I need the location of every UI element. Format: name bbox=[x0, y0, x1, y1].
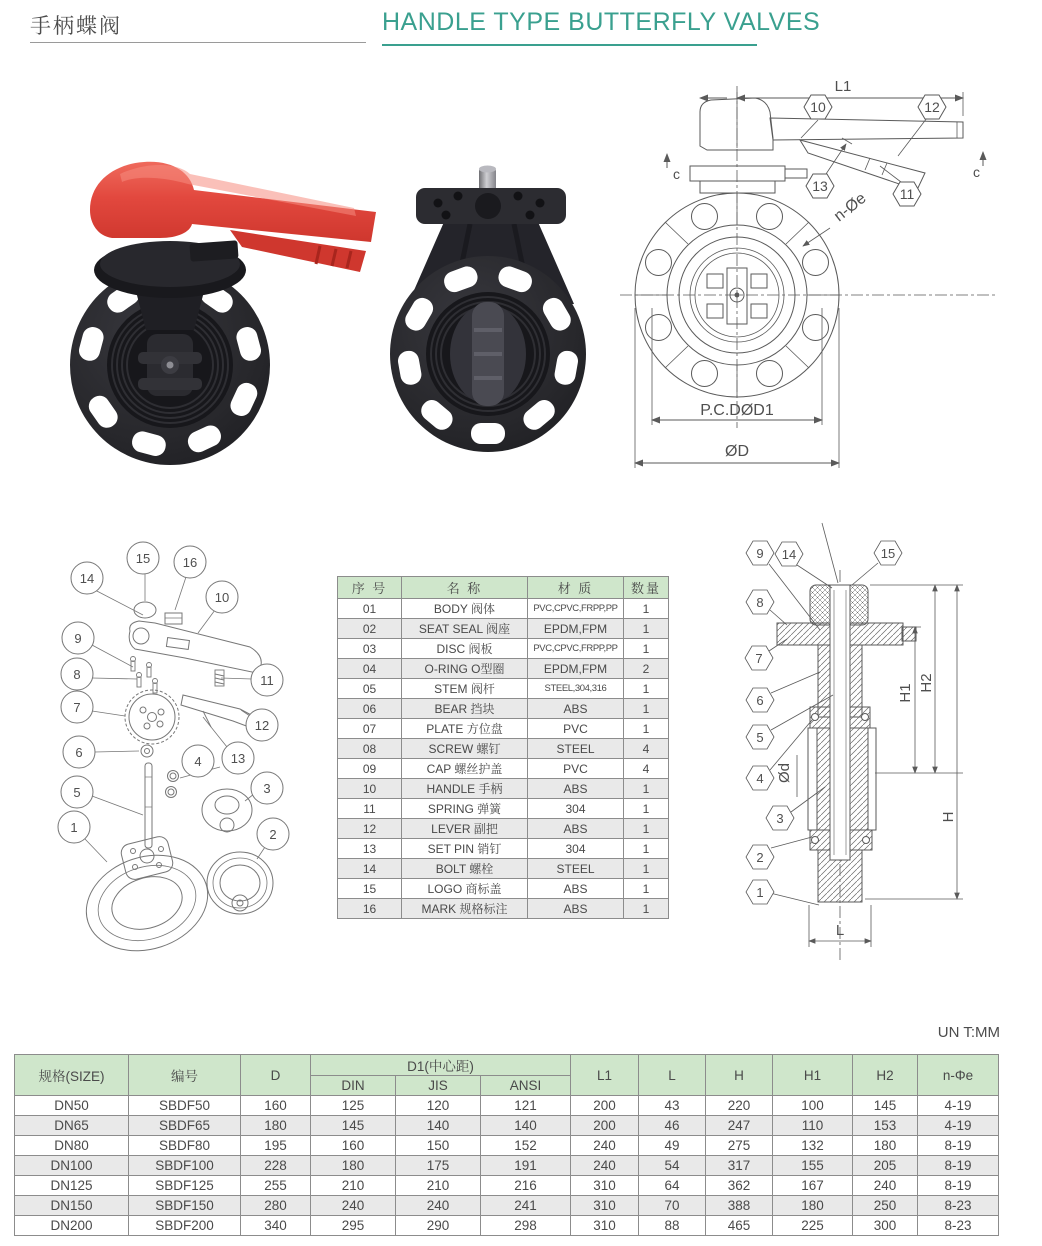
cell-d: 195 bbox=[241, 1136, 311, 1156]
cell-l: 64 bbox=[639, 1176, 706, 1196]
cell-jis: 290 bbox=[396, 1216, 481, 1236]
cell-l1: 200 bbox=[571, 1116, 639, 1136]
table-row bbox=[338, 819, 669, 839]
cell-name: SCREW 螺钉 bbox=[402, 739, 528, 759]
cell-no: 15 bbox=[338, 879, 402, 899]
svg-text:2: 2 bbox=[756, 850, 764, 865]
svg-text:3: 3 bbox=[263, 781, 271, 796]
cell-material: STEEL bbox=[528, 739, 624, 759]
cell-jis: 140 bbox=[396, 1116, 481, 1136]
cell-name: SET PIN 销钉 bbox=[402, 839, 528, 859]
col-header-h2: H2 bbox=[853, 1055, 918, 1096]
svg-text:10: 10 bbox=[214, 590, 230, 605]
cell-qty: 1 bbox=[624, 799, 669, 819]
cell-l1: 200 bbox=[571, 1096, 639, 1116]
cell-h: 247 bbox=[706, 1116, 773, 1136]
table-row bbox=[15, 1176, 999, 1196]
cell-h1: 225 bbox=[773, 1216, 853, 1236]
col-header-l: L bbox=[639, 1055, 706, 1096]
cell-l1: 240 bbox=[571, 1136, 639, 1156]
cell-name: HANDLE 手柄 bbox=[402, 779, 528, 799]
callout-13 bbox=[806, 138, 852, 198]
cell-material: ABS bbox=[528, 779, 624, 799]
bolt-spec-label: n-Øe bbox=[830, 189, 870, 226]
table-row bbox=[338, 879, 669, 899]
dim-l-label: L bbox=[835, 922, 845, 939]
cell-h1: 180 bbox=[773, 1196, 853, 1216]
cell-no: 13 bbox=[338, 839, 402, 859]
svg-text:14: 14 bbox=[79, 571, 95, 586]
cell-din: 145 bbox=[311, 1116, 396, 1136]
cell-h1: 110 bbox=[773, 1116, 853, 1136]
svg-text:16: 16 bbox=[182, 555, 198, 570]
cell-ansi: 152 bbox=[481, 1136, 571, 1156]
table-row bbox=[338, 839, 669, 859]
cell-qty: 4 bbox=[624, 759, 669, 779]
cell-din: 125 bbox=[311, 1096, 396, 1116]
cell-ne: 8-19 bbox=[918, 1136, 999, 1156]
cell-h: 388 bbox=[706, 1196, 773, 1216]
svg-text:9: 9 bbox=[74, 631, 82, 646]
cell-d: 160 bbox=[241, 1096, 311, 1116]
svg-text:11: 11 bbox=[899, 186, 915, 202]
cell-jis: 175 bbox=[396, 1156, 481, 1176]
cell-size: DN200 bbox=[15, 1216, 129, 1236]
cell-l: 70 bbox=[639, 1196, 706, 1216]
cell-ansi: 121 bbox=[481, 1096, 571, 1116]
cell-name: STEM 阀杆 bbox=[402, 679, 528, 699]
cell-ne: 4-19 bbox=[918, 1096, 999, 1116]
title-underline-gray bbox=[30, 42, 366, 43]
svg-text:13: 13 bbox=[812, 178, 828, 194]
cell-h: 317 bbox=[706, 1156, 773, 1176]
unit-note: UN T:MM bbox=[937, 1024, 1000, 1041]
cell-size: DN150 bbox=[15, 1196, 129, 1216]
cell-h: 275 bbox=[706, 1136, 773, 1156]
cell-qty: 1 bbox=[624, 899, 669, 919]
col-header-h1: H1 bbox=[773, 1055, 853, 1096]
callout-10 bbox=[801, 95, 832, 138]
cell-h: 465 bbox=[706, 1216, 773, 1236]
table-row bbox=[338, 899, 669, 919]
table-row bbox=[15, 1196, 999, 1216]
callout-12 bbox=[898, 95, 946, 156]
cell-no: 10 bbox=[338, 779, 402, 799]
cell-l1: 310 bbox=[571, 1196, 639, 1216]
cell-name: CAP 螺丝护盖 bbox=[402, 759, 528, 779]
cell-l: 54 bbox=[639, 1156, 706, 1176]
svg-text:8: 8 bbox=[756, 595, 764, 610]
svg-text:6: 6 bbox=[75, 745, 83, 760]
page-title-chinese: 手柄蝶阀 bbox=[30, 15, 122, 38]
od-label: ØD bbox=[725, 443, 749, 460]
cell-jis: 240 bbox=[396, 1196, 481, 1216]
cell-no: 11 bbox=[338, 799, 402, 819]
svg-text:14: 14 bbox=[781, 547, 797, 562]
cell-d: 228 bbox=[241, 1156, 311, 1176]
cell-jis: 120 bbox=[396, 1096, 481, 1116]
table-row bbox=[15, 1116, 999, 1136]
cell-h2: 300 bbox=[853, 1216, 918, 1236]
table-row bbox=[338, 859, 669, 879]
table-row bbox=[338, 639, 669, 659]
table-row bbox=[15, 1156, 999, 1176]
cell-qty: 4 bbox=[624, 739, 669, 759]
svg-text:4: 4 bbox=[194, 754, 202, 769]
table-row bbox=[338, 739, 669, 759]
valve-body bbox=[390, 256, 586, 452]
dim-l1-label: L1 bbox=[834, 78, 852, 95]
col-header-material: 材 质 bbox=[528, 577, 624, 599]
cell-code: SBDF200 bbox=[129, 1216, 241, 1236]
cell-h2: 240 bbox=[853, 1176, 918, 1196]
col-header-qty: 数量 bbox=[624, 577, 669, 599]
cell-name: O-RING O型圈 bbox=[402, 659, 528, 679]
svg-text:1: 1 bbox=[756, 885, 764, 900]
cross-section-drawing bbox=[725, 515, 1015, 965]
svg-text:5: 5 bbox=[73, 785, 81, 800]
cell-size: DN80 bbox=[15, 1136, 129, 1156]
front-view-drawing bbox=[615, 78, 1040, 483]
cell-code: SBDF80 bbox=[129, 1136, 241, 1156]
cell-no: 01 bbox=[338, 599, 402, 619]
cell-l1: 310 bbox=[571, 1176, 639, 1196]
cell-material: ABS bbox=[528, 879, 624, 899]
cell-qty: 1 bbox=[624, 639, 669, 659]
cell-material: EPDM,FPM bbox=[528, 619, 624, 639]
cell-qty: 1 bbox=[624, 879, 669, 899]
col-header-name: 名 称 bbox=[402, 577, 528, 599]
cell-qty: 1 bbox=[624, 839, 669, 859]
cell-name: LEVER 副把 bbox=[402, 819, 528, 839]
cell-no: 04 bbox=[338, 659, 402, 679]
col-header-ansi: ANSI bbox=[481, 1076, 571, 1096]
cell-name: DISC 阀板 bbox=[402, 639, 528, 659]
table-row bbox=[338, 799, 669, 819]
cell-qty: 1 bbox=[624, 619, 669, 639]
table-row bbox=[15, 1136, 999, 1156]
svg-text:5: 5 bbox=[756, 730, 764, 745]
cell-ansi: 241 bbox=[481, 1196, 571, 1216]
exploded-view-drawing bbox=[35, 515, 345, 965]
mounting-plate bbox=[416, 188, 566, 224]
cell-din: 180 bbox=[311, 1156, 396, 1176]
cell-d: 180 bbox=[241, 1116, 311, 1136]
cell-material: PVC,CPVC,FRPP,PP bbox=[528, 639, 624, 659]
svg-text:4: 4 bbox=[756, 771, 764, 786]
cell-ansi: 216 bbox=[481, 1176, 571, 1196]
cell-name: LOGO 商标盖 bbox=[402, 879, 528, 899]
cell-code: SBDF100 bbox=[129, 1156, 241, 1176]
section-marker-left bbox=[667, 154, 680, 182]
cell-ne: 8-19 bbox=[918, 1176, 999, 1196]
cell-material: ABS bbox=[528, 699, 624, 719]
pcd-label: P.C.DØD1 bbox=[700, 402, 774, 419]
col-header-h: H bbox=[706, 1055, 773, 1096]
cell-name: BEAR 挡块 bbox=[402, 699, 528, 719]
cell-d: 340 bbox=[241, 1216, 311, 1236]
cell-material: PVC,CPVC,FRPP,PP bbox=[528, 599, 624, 619]
cell-name: PLATE 方位盘 bbox=[402, 719, 528, 739]
dim-od-label: Ød bbox=[776, 762, 793, 784]
cell-l1: 240 bbox=[571, 1156, 639, 1176]
svg-text:7: 7 bbox=[755, 651, 763, 666]
title-underline-teal bbox=[382, 44, 757, 46]
cell-material: 304 bbox=[528, 839, 624, 859]
exploded-callouts bbox=[58, 542, 289, 850]
cell-ansi: 140 bbox=[481, 1116, 571, 1136]
svg-text:11: 11 bbox=[260, 673, 274, 688]
cell-ne: 8-23 bbox=[918, 1216, 999, 1236]
section-body bbox=[777, 523, 916, 902]
col-header-size: 规格(SIZE) bbox=[15, 1055, 129, 1096]
table-row bbox=[338, 779, 669, 799]
cell-material: EPDM,FPM bbox=[528, 659, 624, 679]
cell-size: DN100 bbox=[15, 1156, 129, 1176]
product-photo-valve-body bbox=[358, 162, 630, 474]
parts-table bbox=[337, 576, 669, 919]
cell-h2: 250 bbox=[853, 1196, 918, 1216]
cell-h1: 155 bbox=[773, 1156, 853, 1176]
cell-no: 05 bbox=[338, 679, 402, 699]
cell-material: ABS bbox=[528, 899, 624, 919]
cell-h: 220 bbox=[706, 1096, 773, 1116]
svg-text:1: 1 bbox=[70, 820, 78, 835]
cell-h1: 167 bbox=[773, 1176, 853, 1196]
position-plate bbox=[94, 240, 246, 298]
cell-size: DN50 bbox=[15, 1096, 129, 1116]
col-header-code: 编号 bbox=[129, 1055, 241, 1096]
table-row bbox=[338, 659, 669, 679]
svg-text:15: 15 bbox=[135, 551, 151, 566]
cell-d: 280 bbox=[241, 1196, 311, 1216]
dim-h2-label: H2 bbox=[918, 673, 935, 693]
cell-qty: 1 bbox=[624, 679, 669, 699]
cell-ne: 4-19 bbox=[918, 1116, 999, 1136]
cell-no: 09 bbox=[338, 759, 402, 779]
cell-no: 03 bbox=[338, 639, 402, 659]
svg-text:6: 6 bbox=[756, 693, 764, 708]
cell-h2: 205 bbox=[853, 1156, 918, 1176]
cell-ansi: 191 bbox=[481, 1156, 571, 1176]
cell-h1: 100 bbox=[773, 1096, 853, 1116]
cell-h1: 132 bbox=[773, 1136, 853, 1156]
table-row bbox=[15, 1216, 999, 1236]
svg-text:13: 13 bbox=[230, 751, 246, 766]
spec-table bbox=[14, 1054, 999, 1236]
cell-h2: 153 bbox=[853, 1116, 918, 1136]
table-row bbox=[15, 1096, 999, 1116]
parts-table-header bbox=[338, 577, 669, 599]
exploded-parts bbox=[74, 602, 273, 965]
cell-material: PVC bbox=[528, 759, 624, 779]
col-header-din: DIN bbox=[311, 1076, 396, 1096]
cell-jis: 150 bbox=[396, 1136, 481, 1156]
table-row bbox=[338, 679, 669, 699]
cell-code: SBDF65 bbox=[129, 1116, 241, 1136]
col-header-no: 序 号 bbox=[338, 577, 402, 599]
svg-text:8: 8 bbox=[73, 667, 81, 682]
svg-text:12: 12 bbox=[924, 99, 940, 115]
table-row bbox=[338, 719, 669, 739]
col-header-l1: L1 bbox=[571, 1055, 639, 1096]
cell-code: SBDF150 bbox=[129, 1196, 241, 1216]
cell-din: 210 bbox=[311, 1176, 396, 1196]
cell-no: 07 bbox=[338, 719, 402, 739]
cell-qty: 1 bbox=[624, 699, 669, 719]
svg-text:9: 9 bbox=[756, 546, 764, 561]
page-title-english: HANDLE TYPE BUTTERFLY VALVES bbox=[382, 8, 821, 36]
cell-jis: 210 bbox=[396, 1176, 481, 1196]
cell-size: DN65 bbox=[15, 1116, 129, 1136]
table-row bbox=[338, 619, 669, 639]
callout-11 bbox=[880, 166, 921, 206]
cell-h: 362 bbox=[706, 1176, 773, 1196]
cell-din: 160 bbox=[311, 1136, 396, 1156]
cell-material: STEEL,304,316 bbox=[528, 679, 624, 699]
col-header-ne: n-Φe bbox=[918, 1055, 999, 1096]
table-row bbox=[338, 599, 669, 619]
svg-text:c: c bbox=[673, 166, 680, 182]
col-header-d1-group: D1(中心距) bbox=[311, 1055, 571, 1076]
cell-name: BODY 阀体 bbox=[402, 599, 528, 619]
cell-qty: 2 bbox=[624, 659, 669, 679]
cell-ne: 8-23 bbox=[918, 1196, 999, 1216]
cell-no: 12 bbox=[338, 819, 402, 839]
cell-l: 49 bbox=[639, 1136, 706, 1156]
cell-no: 16 bbox=[338, 899, 402, 919]
product-photo-handle-valve bbox=[20, 150, 410, 485]
table-row bbox=[338, 699, 669, 719]
svg-text:12: 12 bbox=[254, 718, 270, 733]
cell-material: ABS bbox=[528, 819, 624, 839]
cell-qty: 1 bbox=[624, 859, 669, 879]
cell-qty: 1 bbox=[624, 819, 669, 839]
cell-material: 304 bbox=[528, 799, 624, 819]
cell-no: 02 bbox=[338, 619, 402, 639]
cell-qty: 1 bbox=[624, 599, 669, 619]
cell-name: BOLT 螺栓 bbox=[402, 859, 528, 879]
cell-h2: 180 bbox=[853, 1136, 918, 1156]
svg-text:2: 2 bbox=[269, 827, 277, 842]
cell-h2: 145 bbox=[853, 1096, 918, 1116]
cell-material: PVC bbox=[528, 719, 624, 739]
cell-l: 46 bbox=[639, 1116, 706, 1136]
cell-code: SBDF125 bbox=[129, 1176, 241, 1196]
col-header-jis: JIS bbox=[396, 1076, 481, 1096]
cell-size: DN125 bbox=[15, 1176, 129, 1196]
cell-qty: 1 bbox=[624, 719, 669, 739]
cell-l: 43 bbox=[639, 1096, 706, 1116]
cell-ne: 8-19 bbox=[918, 1156, 999, 1176]
cell-l: 88 bbox=[639, 1216, 706, 1236]
cell-ansi: 298 bbox=[481, 1216, 571, 1236]
cell-no: 06 bbox=[338, 699, 402, 719]
cell-no: 14 bbox=[338, 859, 402, 879]
spec-table-header-row1 bbox=[15, 1055, 999, 1076]
dim-h1-label: H1 bbox=[897, 683, 914, 703]
cell-no: 08 bbox=[338, 739, 402, 759]
dim-h-label: H bbox=[940, 811, 957, 823]
svg-text:c: c bbox=[973, 164, 980, 180]
cell-name: SEAT SEAL 阀座 bbox=[402, 619, 528, 639]
svg-text:7: 7 bbox=[73, 700, 81, 715]
svg-text:10: 10 bbox=[810, 99, 826, 115]
cell-name: SPRING 弹簧 bbox=[402, 799, 528, 819]
cell-din: 240 bbox=[311, 1196, 396, 1216]
cell-din: 295 bbox=[311, 1216, 396, 1236]
cell-name: MARK 规格标注 bbox=[402, 899, 528, 919]
cell-d: 255 bbox=[241, 1176, 311, 1196]
cell-l1: 310 bbox=[571, 1216, 639, 1236]
table-row bbox=[338, 759, 669, 779]
cell-material: STEEL bbox=[528, 859, 624, 879]
svg-text:3: 3 bbox=[776, 811, 784, 826]
cell-qty: 1 bbox=[624, 779, 669, 799]
cell-code: SBDF50 bbox=[129, 1096, 241, 1116]
section-marker-right bbox=[973, 152, 983, 180]
svg-text:15: 15 bbox=[880, 546, 896, 561]
col-header-d: D bbox=[241, 1055, 311, 1096]
